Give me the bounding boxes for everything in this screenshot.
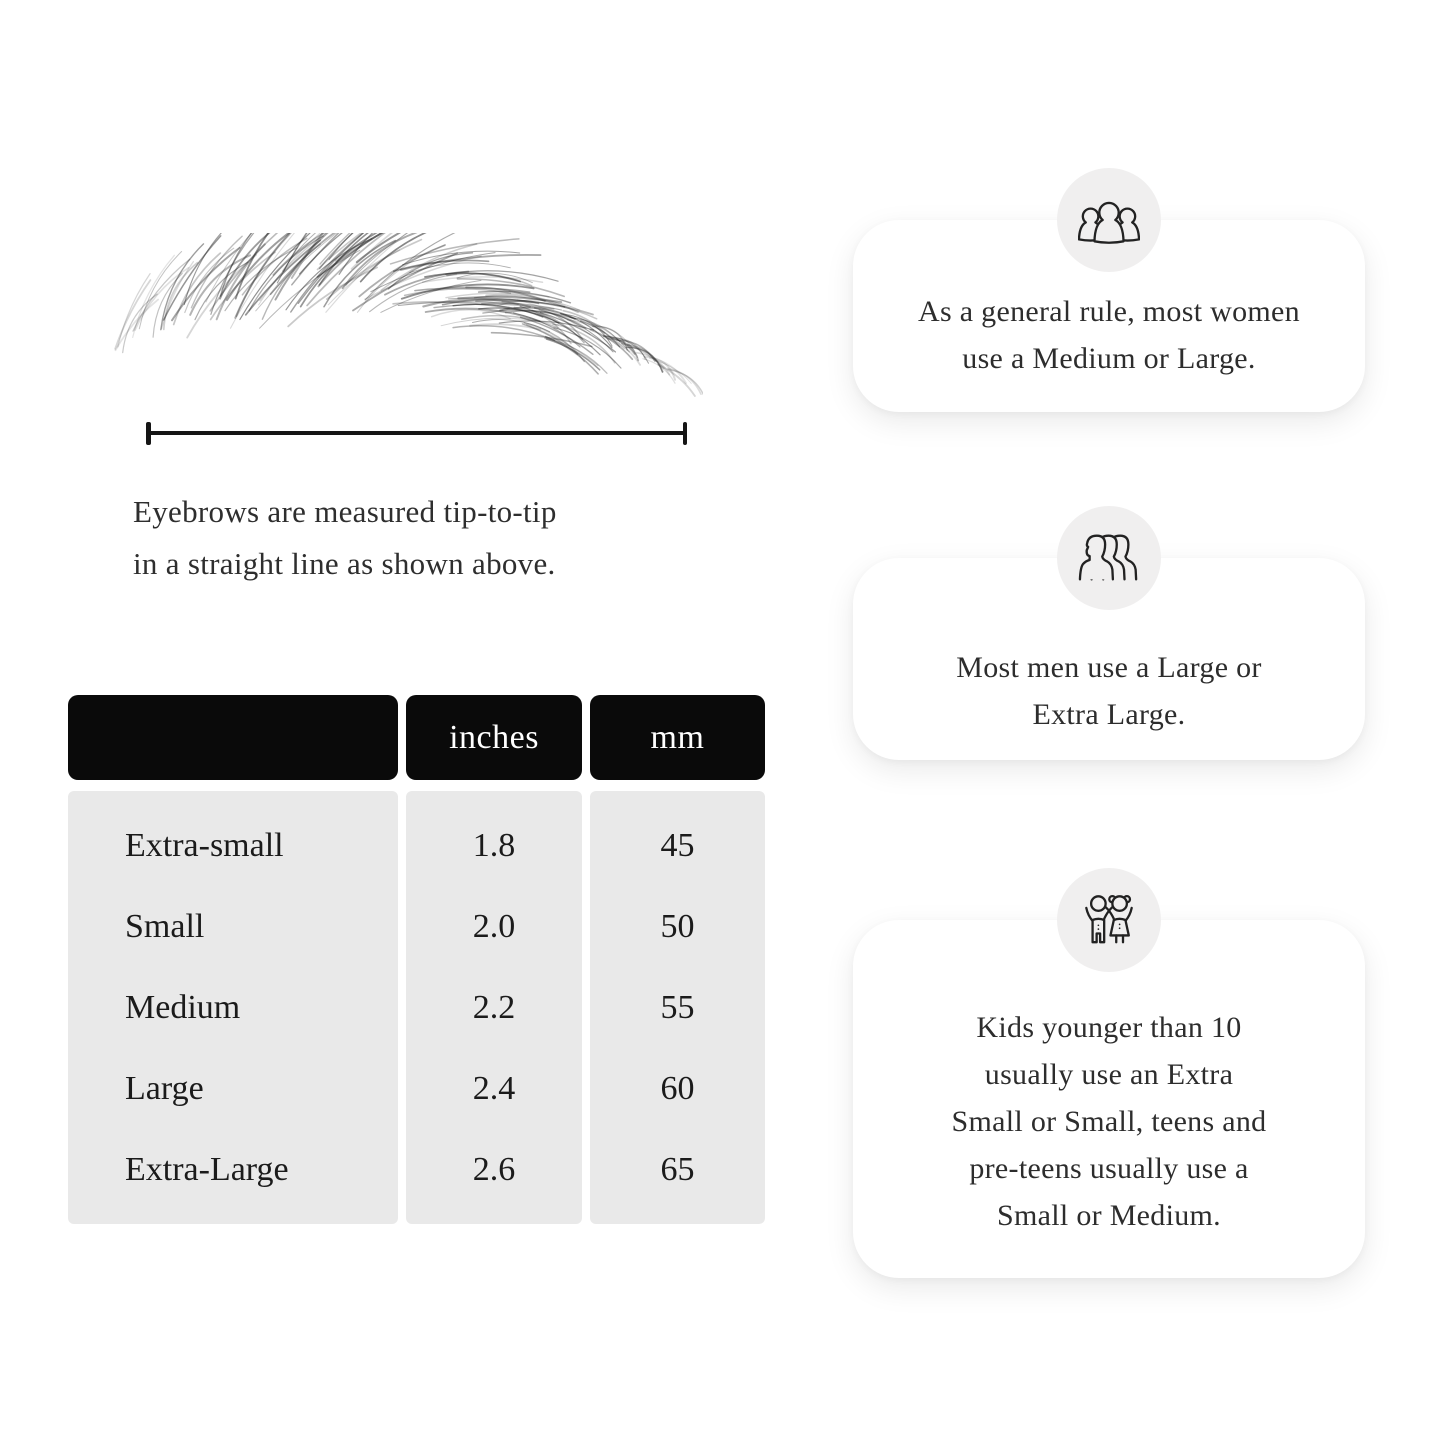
tip-card-kids (853, 920, 1365, 1278)
table-row-label: Large (125, 1069, 204, 1107)
tip-line: Small or Medium. (997, 1199, 1221, 1232)
tip-line: As a general rule, most women (918, 295, 1300, 328)
table-row-label: Small (125, 907, 205, 945)
size-table-header (68, 695, 765, 780)
tip-line: Most men use a Large or (956, 651, 1262, 684)
table-cell-mm: 50 (660, 907, 695, 945)
header-cell-inches: inches (406, 695, 582, 780)
icon-circle (1057, 168, 1161, 272)
eyebrow-sketch-svg (103, 233, 703, 411)
tip-text-kids (873, 1004, 1345, 1239)
tip-card-women (853, 220, 1365, 412)
inches-column (406, 791, 582, 1224)
icon-circle (1057, 868, 1161, 972)
table-row-label: Extra-Large (125, 1150, 289, 1188)
table-cell-inches: 2.2 (472, 988, 516, 1026)
table-row-label: Medium (125, 988, 241, 1026)
tip-line: Extra Large. (1032, 698, 1186, 731)
tip-line: usually use an Extra (984, 1058, 1234, 1091)
men-group-icon (1078, 530, 1140, 586)
size-label-column (68, 791, 398, 1224)
table-cell-mm: 65 (660, 1150, 695, 1188)
women-group-icon (1078, 192, 1140, 248)
table-cell-inches: 1.8 (472, 826, 516, 864)
table-cell-inches: 2.4 (472, 1069, 516, 1107)
table-cell-inches: 2.0 (472, 907, 516, 945)
size-table (68, 695, 765, 1224)
tip-card-men (853, 558, 1365, 760)
caption-line-1: Eyebrows are measured tip-to-tip (133, 494, 557, 529)
table-row-label: Extra-small (125, 826, 284, 864)
table-cell-mm: 55 (660, 988, 695, 1026)
tip-text-women (873, 288, 1345, 382)
mm-column (590, 791, 765, 1224)
tip-line: pre-teens usually use a (969, 1152, 1249, 1185)
eyebrow-illustration (103, 233, 703, 411)
size-table-body (68, 791, 765, 1224)
caption-line-2: in a straight line as shown above. (133, 546, 556, 581)
table-cell-mm: 60 (660, 1069, 695, 1107)
tip-line: use a Medium or Large. (962, 342, 1256, 375)
header-cell-blank (68, 695, 398, 780)
tip-line: Small or Small, teens and (951, 1105, 1267, 1138)
table-cell-inches: 2.6 (472, 1150, 516, 1188)
header-cell-mm: mm (590, 695, 765, 780)
tip-line: Kids younger than 10 (976, 1011, 1242, 1044)
measurement-line (147, 431, 686, 435)
table-cell-mm: 45 (660, 826, 695, 864)
kids-icon (1078, 892, 1140, 948)
icon-circle (1057, 506, 1161, 610)
measurement-caption (133, 486, 557, 590)
tip-text-men (873, 644, 1345, 738)
